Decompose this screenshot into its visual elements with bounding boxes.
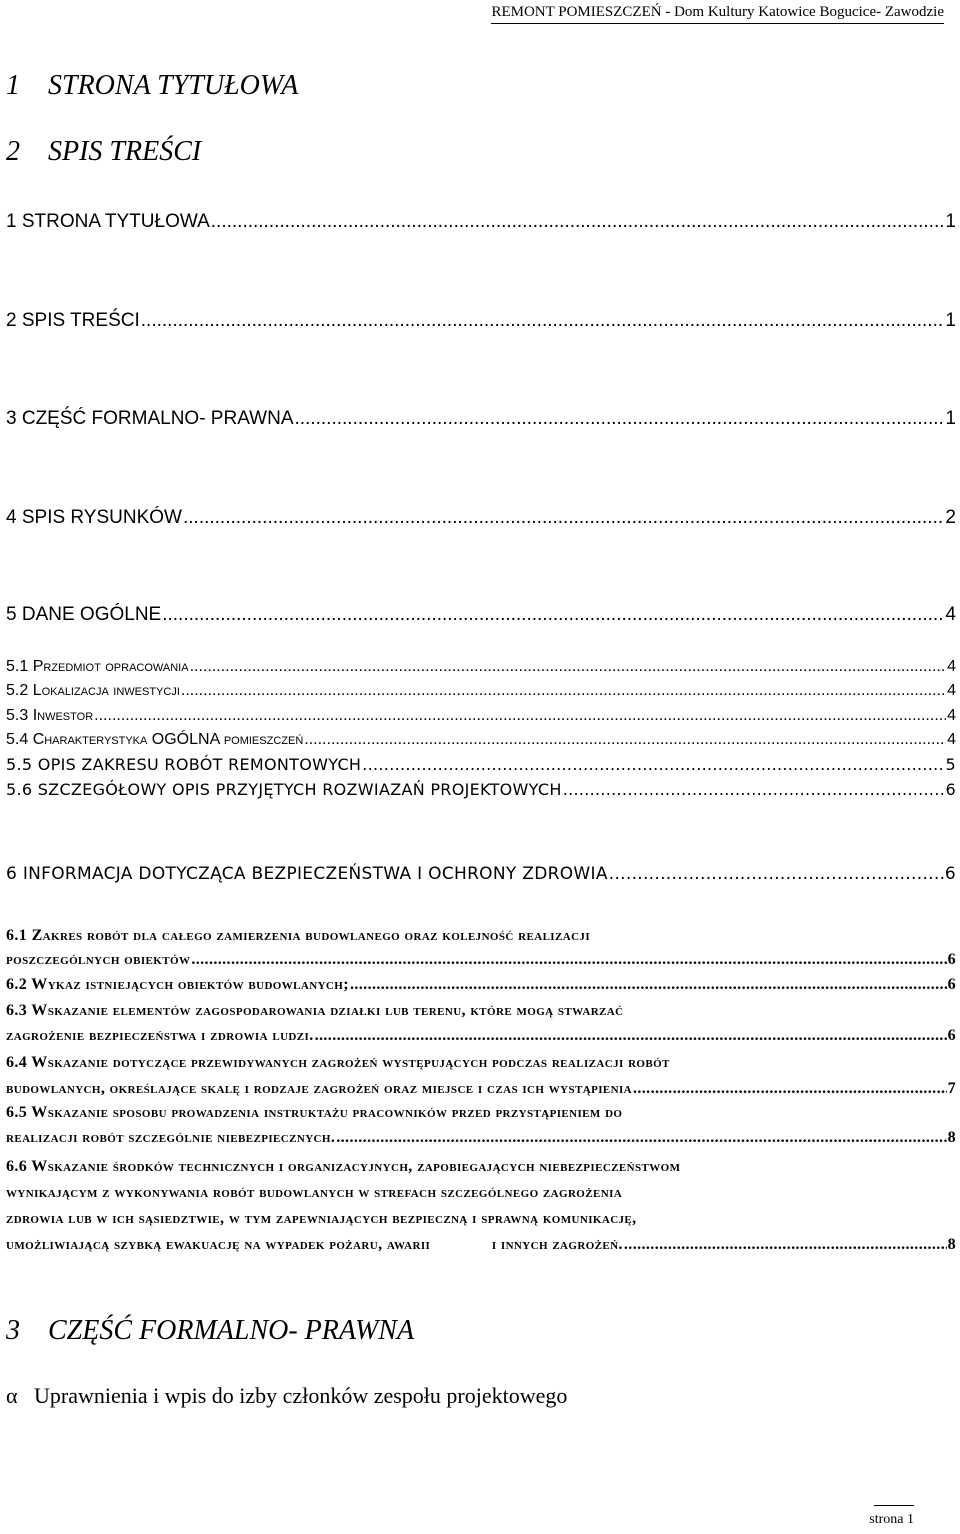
heading-number: 1 <box>6 70 20 101</box>
toc-leader <box>181 682 946 700</box>
heading-number: 2 <box>6 136 20 167</box>
toc-entry-6-5[interactable] <box>6 1129 956 1147</box>
toc-entry-3[interactable] <box>6 408 956 430</box>
toc-leader <box>609 864 944 884</box>
toc-leader <box>633 1080 947 1098</box>
toc-label: 6 INFORMACJA DOTYCZĄCA BEZPIECZEŃSTWA I OCHRONY ZDROWIA <box>6 864 608 884</box>
bullet-symbol: α <box>6 1383 18 1408</box>
toc-entry-4[interactable] <box>6 507 956 529</box>
heading-number: 3 <box>6 1315 20 1346</box>
toc-label: 1 STRONA TYTUŁOWA <box>6 211 210 232</box>
toc-page: 4 <box>947 682 956 699</box>
toc-entry-6-6-line1[interactable]: 6.6 Wskazanie środków technicznych i organizacyjnych, zapobiegających niebezpieczeństwom <box>6 1158 681 1175</box>
heading-text: CZĘŚĆ FORMALNO- PRAWNA <box>48 1315 415 1346</box>
toc-page: 4 <box>947 707 956 724</box>
toc-entry-6-4-line1[interactable]: 6.4 Wskazanie dotyczące przewidywanych zagrożeń występujących podczas realizacji robót <box>6 1054 670 1071</box>
toc-entry-6-6[interactable] <box>6 1236 956 1254</box>
toc-entry-6-1[interactable] <box>6 951 956 969</box>
toc-label: budowlanych, określające skalę i rodzaje zagrożeń oraz miejsce i czas ich wystąpienia <box>6 1080 632 1097</box>
toc-leader <box>190 658 947 676</box>
heading-text: SPIS TREŚCI <box>48 136 202 167</box>
toc-page: 1 <box>945 310 956 331</box>
page-footer: strona 1 <box>869 1512 914 1527</box>
toc-page: 4 <box>947 658 956 675</box>
toc-label: 4 SPIS RYSUNKÓW <box>6 507 182 528</box>
toc-entry-1[interactable] <box>6 211 956 233</box>
toc-leader <box>94 707 946 725</box>
toc-entry-5-2[interactable] <box>6 682 956 700</box>
toc-leader <box>624 1236 947 1254</box>
toc-page: 2 <box>945 507 956 528</box>
toc-page: 6 <box>947 951 956 968</box>
toc-label: zagrożenie bezpieczeństwa i zdrowia ludzi. <box>6 1027 314 1044</box>
toc-leader <box>315 1027 947 1045</box>
toc-leader <box>350 976 947 994</box>
toc-label: 5.5 OPIS ZAKRESU ROBÓT REMONTOWYCH <box>6 755 362 774</box>
toc-entry-6-2[interactable] <box>6 976 956 994</box>
toc-leader <box>162 604 944 626</box>
toc-entry-6-6-line2[interactable]: wynikającym z wykonywania robót budowlanych w strefach szczególnego zagrożenia <box>6 1184 623 1201</box>
toc-leader <box>336 1129 946 1147</box>
heading-text: STRONA TYTUŁOWA <box>48 70 299 101</box>
toc-leader <box>211 211 945 233</box>
toc-label: 5.4 Charakterystyka OGÓLNA pomieszczeń <box>6 731 304 748</box>
toc-page: 4 <box>947 731 956 748</box>
toc-label: realizacji robót szczególnie niebezpiecznych. <box>6 1129 336 1146</box>
toc-entry-5-5[interactable] <box>6 755 956 774</box>
bullet-item <box>6 1383 567 1409</box>
toc-label: poszczególnych obiektów <box>6 951 191 968</box>
toc-entry-6-1-line1[interactable]: 6.1 Zakres robót dla całego zamierzenia budowlanego oraz kolejność realizacji <box>6 927 590 944</box>
toc-label: 3 CZĘŚĆ FORMALNO- PRAWNA <box>6 408 294 429</box>
heading-strona-tytulowa <box>6 70 298 102</box>
toc-label: 2 SPIS TREŚCI <box>6 310 140 331</box>
toc-entry-5-6[interactable] <box>6 780 956 799</box>
toc-leader <box>191 951 946 969</box>
heading-spis-tresci <box>6 136 201 168</box>
toc-label: 5 DANE OGÓLNE <box>6 604 162 625</box>
toc-leader <box>183 507 944 529</box>
toc-entry-6-6-line3[interactable]: zdrowia lub w ich sąsiedztwie, w tym zapewniających bezpieczną i sprawną komunikację, <box>6 1210 637 1227</box>
heading-czesc-formalno-prawna <box>6 1315 414 1347</box>
bullet-text: Uprawnienia i wpis do izby członków zespołu projektowego <box>34 1383 568 1408</box>
toc-leader <box>141 310 945 332</box>
toc-page: 1 <box>945 408 956 429</box>
toc-label: 6.2 Wykaz istniejących obiektów budowlanych; <box>6 976 349 993</box>
toc-entry-6-5-line1[interactable]: 6.5 Wskazanie sposobu prowadzenia instruktażu pracowników przed przystąpieniem do <box>6 1104 623 1121</box>
toc-entry-6[interactable] <box>6 864 956 884</box>
toc-page: 6 <box>947 1027 956 1044</box>
toc-entry-6-4[interactable] <box>6 1080 956 1098</box>
toc-page: 6 <box>945 780 956 799</box>
toc-leader <box>295 408 945 430</box>
toc-label: 5.3 Inwestor <box>6 707 94 724</box>
toc-entry-5-4[interactable] <box>6 731 956 749</box>
toc-page: 6 <box>944 864 956 884</box>
toc-page: 7 <box>947 1080 956 1097</box>
toc-label: 5.2 Lokalizacja inwestycji <box>6 682 180 699</box>
toc-entry-5[interactable] <box>6 604 956 626</box>
toc-entry-2[interactable] <box>6 310 956 332</box>
toc-label: 5.6 SZCZEGÓŁOWY OPIS PRZYJĘTYCH ROZWIAZAŃ PROJEKTOWYCH <box>6 780 562 799</box>
toc-page: 6 <box>947 976 956 993</box>
toc-page: 8 <box>947 1236 956 1253</box>
toc-page: 8 <box>947 1129 956 1146</box>
toc-label: 5.1 Przedmiot opracowania <box>6 658 189 675</box>
footer-rule <box>874 1505 914 1506</box>
toc-page: 1 <box>945 211 956 232</box>
toc-entry-5-1[interactable] <box>6 658 956 676</box>
toc-entry-5-3[interactable] <box>6 707 956 725</box>
toc-leader <box>563 780 945 799</box>
toc-leader <box>304 731 946 749</box>
toc-label: umożliwiającą szybką ewakuację na wypadek pożaru, awarii i innych zagrożeń. <box>6 1236 623 1253</box>
toc-page: 5 <box>945 755 956 774</box>
toc-page: 4 <box>945 604 956 625</box>
toc-entry-6-3-line1[interactable]: 6.3 Wskazanie elementów zagospodarowania działki lub terenu, które mogą stwarzać <box>6 1002 624 1019</box>
toc-leader <box>362 755 944 774</box>
running-header: REMONT POMIESZCZEŃ - Dom Kultury Katowice Bogucice- Zawodzie <box>491 4 944 24</box>
toc-entry-6-3[interactable] <box>6 1027 956 1045</box>
